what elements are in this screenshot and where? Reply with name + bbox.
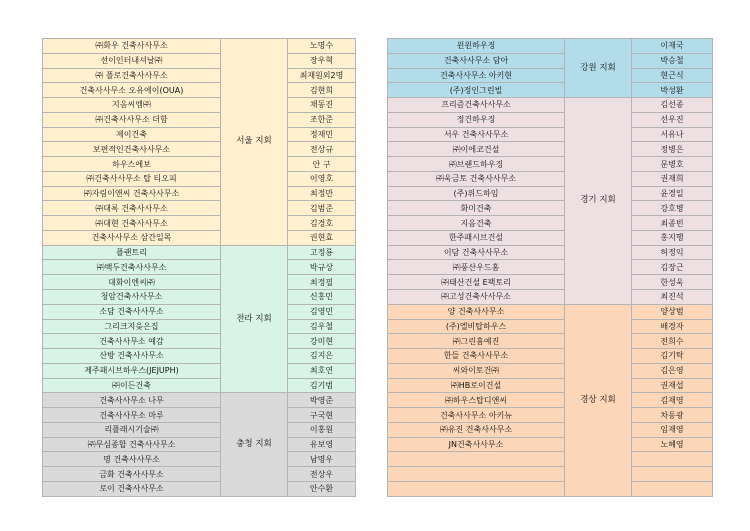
contact-cell: 조한준 [288, 112, 356, 127]
contact-cell: 장우혁 [288, 53, 356, 68]
table-row [43, 422, 356, 437]
contact-cell: 김우철 [288, 319, 356, 334]
company-cell: 프리즘건축사사무소 [388, 98, 565, 113]
company-cell: ㈜그린홈예진 [388, 334, 565, 349]
table-row [388, 112, 713, 127]
table-row [43, 378, 356, 393]
company-cell: 화미건축 [388, 201, 565, 216]
contact-cell: 안 구 [288, 157, 356, 172]
table-row [43, 112, 356, 127]
table-row [388, 437, 713, 452]
company-cell: (주)위드하임 [388, 186, 565, 201]
table-row [388, 422, 713, 437]
contact-cell: 채동진 [288, 98, 356, 113]
contact-cell: 최정만 [288, 186, 356, 201]
company-cell: ㈜건축사사무소 탑 티오피 [43, 171, 221, 186]
contact-cell: 김범준 [288, 201, 356, 216]
company-cell: 서우 건축사사무소 [388, 127, 565, 142]
company-cell: JN건축사사무소 [388, 437, 565, 452]
contact-cell: 신홍민 [288, 290, 356, 305]
group-jeolla [43, 245, 356, 393]
table-row [43, 452, 356, 467]
group-gangwon [388, 39, 713, 98]
contact-cell: 현근식 [632, 68, 713, 83]
table-row [388, 53, 713, 68]
contact-cell: 홍지행 [632, 230, 713, 245]
contact-cell: 서유나 [632, 127, 713, 142]
company-cell: ㈜이에코건설 [388, 142, 565, 157]
company-cell: 제이건축 [43, 127, 221, 142]
contact-cell: 김장근 [632, 260, 713, 275]
company-cell: ㈜무심종합 건축사사무소 [43, 437, 221, 452]
contact-cell: 유보영 [288, 437, 356, 452]
table-row [43, 171, 356, 186]
company-cell: ㈜건축사사무소 더함 [43, 112, 221, 127]
contact-cell: 윤경일 [632, 186, 713, 201]
contact-cell: 권재섭 [632, 378, 713, 393]
region-label: 경기 지회 [565, 98, 632, 305]
table-row [43, 201, 356, 216]
table-row [388, 68, 713, 83]
company-cell: ㈜하우스탑디앤씨 [388, 393, 565, 408]
company-cell: 건축사사무소 담아 [388, 53, 565, 68]
table-row [43, 304, 356, 319]
contact-cell: 김기범 [288, 378, 356, 393]
contact-cell: 권현효 [288, 230, 356, 245]
table-row [43, 68, 356, 83]
table-row [43, 157, 356, 172]
table-row [43, 349, 356, 364]
table-row [43, 83, 356, 98]
table-row [43, 142, 356, 157]
contact-cell: 전상규 [288, 142, 356, 157]
company-cell: ㈜이든건축 [43, 378, 221, 393]
table-row [43, 393, 356, 408]
company-cell: 이담 건축사사무소 [388, 245, 565, 260]
contact-cell: 김은영 [632, 363, 713, 378]
table-row [388, 467, 713, 482]
contact-cell: 차동광 [632, 408, 713, 423]
company-cell: ㈜풍산우드홈 [388, 260, 565, 275]
company-cell: ㈜대록 건축사사무소 [43, 201, 221, 216]
contact-cell: 박승철 [632, 53, 713, 68]
table-row [388, 275, 713, 290]
table-row [388, 171, 713, 186]
region-label: 서울 지회 [221, 39, 288, 246]
company-cell: 양 건축사사무소 [388, 304, 565, 319]
table-row [388, 349, 713, 364]
company-cell: 지음건축 [388, 216, 565, 231]
company-cell: 윈윈하우징 [388, 39, 565, 54]
table-row [388, 452, 713, 467]
company-cell: 리플래시기술㈜ [43, 422, 221, 437]
contact-cell: 최종빈 [632, 216, 713, 231]
contact-cell: 정재민 [288, 127, 356, 142]
contact-cell: 김기탁 [632, 349, 713, 364]
table-row [388, 260, 713, 275]
company-cell: 그리크지읒은집 [43, 319, 221, 334]
table-row [43, 363, 356, 378]
table-row [43, 319, 356, 334]
company-cell: 정건하우징 [388, 112, 565, 127]
table-row [388, 230, 713, 245]
company-cell: 건축사사무소 나무 [43, 393, 221, 408]
region-label: 충청 지회 [221, 393, 288, 496]
contact-cell: 노명수 [288, 39, 356, 54]
company-cell [388, 467, 565, 482]
company-cell: 건축사사무소 삼간일목 [43, 230, 221, 245]
table-row [388, 481, 713, 496]
company-cell: ㈜브랜드하우징 [388, 157, 565, 172]
company-cell: 산방 건축사사무소 [43, 349, 221, 364]
contact-cell: 박규상 [288, 260, 356, 275]
contact-cell: 이홍원 [288, 422, 356, 437]
company-cell: 건축사사무소 오유에이(OUA) [43, 83, 221, 98]
contact-cell: 한성욱 [632, 275, 713, 290]
contact-cell: 강호병 [632, 201, 713, 216]
company-cell: 명 건축사사무소 [43, 452, 221, 467]
region-label: 경상 지회 [565, 304, 632, 496]
contact-cell: 선우진 [632, 112, 713, 127]
contact-cell: 김재영 [632, 393, 713, 408]
contact-cell: 김영민 [288, 304, 356, 319]
company-cell: ㈜욱금토 건축사사무소 [388, 171, 565, 186]
company-cell: ㈜대현 건축사사무소 [43, 216, 221, 231]
table-row [43, 127, 356, 142]
contact-cell: 허정익 [632, 245, 713, 260]
table-row [43, 481, 356, 496]
company-cell: 선이인터내셔날㈜ [43, 53, 221, 68]
contact-cell: 최진석 [632, 290, 713, 305]
table-row [388, 39, 713, 54]
table-row [388, 216, 713, 231]
contact-cell: 전상우 [288, 467, 356, 482]
contact-cell: 김현희 [288, 83, 356, 98]
table-row [388, 201, 713, 216]
contact-cell [632, 481, 713, 496]
table-row [43, 39, 356, 54]
group-chungcheong [43, 393, 356, 496]
company-cell [388, 452, 565, 467]
company-cell: ㈜ 플로건축사사무소 [43, 68, 221, 83]
contact-cell: 최호연 [288, 363, 356, 378]
table-row [388, 83, 713, 98]
table-row [43, 98, 356, 113]
company-cell: ㈜태산건설 E팩토리 [388, 275, 565, 290]
contact-cell: 배경자 [632, 319, 713, 334]
contact-cell: 구국현 [288, 408, 356, 423]
table-row [43, 275, 356, 290]
company-cell: 지음씨엠㈜ [43, 98, 221, 113]
table-row [388, 378, 713, 393]
company-cell: 로이 건축사사무소 [43, 481, 221, 496]
left-member-table [42, 38, 356, 497]
contact-cell [632, 452, 713, 467]
table-row [43, 467, 356, 482]
contact-cell: 박성환 [632, 83, 713, 98]
company-cell: 건축사사무소 아키뉴 [388, 408, 565, 423]
table-row [43, 53, 356, 68]
table-row [388, 157, 713, 172]
table-row [43, 334, 356, 349]
table-row [43, 260, 356, 275]
table-row [43, 437, 356, 452]
company-cell: 금화 건축사사무소 [43, 467, 221, 482]
contact-cell: 임재영 [632, 422, 713, 437]
table-row [388, 304, 713, 319]
table-row [388, 127, 713, 142]
contact-cell: 고정룡 [288, 245, 356, 260]
right-member-table [387, 38, 713, 497]
company-cell: 한들 건축사사무소 [388, 349, 565, 364]
table-row [388, 393, 713, 408]
contact-cell: 전희수 [632, 334, 713, 349]
contact-cell: 안수환 [288, 481, 356, 496]
contact-cell: 노혜영 [632, 437, 713, 452]
company-cell: 건축사사무소 예감 [43, 334, 221, 349]
table-row [388, 334, 713, 349]
company-cell: 플랜트리 [43, 245, 221, 260]
company-cell: (주)정인그린빌 [388, 83, 565, 98]
contact-cell: 정병은 [632, 142, 713, 157]
table-row [43, 245, 356, 260]
company-cell: 씨와이토건㈜ [388, 363, 565, 378]
contact-cell: 이재국 [632, 39, 713, 54]
company-cell: ㈜자림이앤씨 건축사사무소 [43, 186, 221, 201]
contact-cell: 이영호 [288, 171, 356, 186]
table-row [43, 230, 356, 245]
group-seoul [43, 39, 356, 246]
contact-cell: 양상범 [632, 304, 713, 319]
company-cell: ㈜유진 건축사사무소 [388, 422, 565, 437]
contact-cell: 권재희 [632, 171, 713, 186]
contact-cell: 강미현 [288, 334, 356, 349]
company-cell: 청암건축사사무소 [43, 290, 221, 305]
contact-cell: 박영준 [288, 393, 356, 408]
table-row [388, 98, 713, 113]
company-cell: 제주패시브하우스(JEJUPH) [43, 363, 221, 378]
contact-cell: 최재원외2명 [288, 68, 356, 83]
contact-cell: 문병호 [632, 157, 713, 172]
table-row [388, 408, 713, 423]
contact-cell: 김지은 [288, 349, 356, 364]
table-row [43, 408, 356, 423]
table-row [388, 363, 713, 378]
company-cell: ㈜화우 건축사사무소 [43, 39, 221, 54]
table-row [43, 290, 356, 305]
table-row [388, 319, 713, 334]
company-cell: ㈜HB로이건설 [388, 378, 565, 393]
table-row [43, 186, 356, 201]
group-gyeongsang [388, 304, 713, 496]
group-gyeonggi [388, 98, 713, 305]
contact-cell [632, 467, 713, 482]
contact-cell: 남명우 [288, 452, 356, 467]
company-cell: 하우스에보 [43, 157, 221, 172]
company-cell: ㈜고성건축사사무소 [388, 290, 565, 305]
company-cell: 한주패시브건설 [388, 230, 565, 245]
table-row [388, 245, 713, 260]
table-row [388, 290, 713, 305]
company-cell [388, 481, 565, 496]
table-row [43, 216, 356, 231]
region-label: 전라 지회 [221, 245, 288, 393]
company-cell: 건축사사무소 아키현 [388, 68, 565, 83]
company-cell: 건축사사무소 마루 [43, 408, 221, 423]
company-cell: 대화이엔씨㈜ [43, 275, 221, 290]
company-cell: ㈜백두건축사사무소 [43, 260, 221, 275]
company-cell: 소담 건축사사무소 [43, 304, 221, 319]
contact-cell: 김선종 [632, 98, 713, 113]
table-row [388, 186, 713, 201]
company-cell: (주)엘비탑하우스 [388, 319, 565, 334]
table-row [388, 142, 713, 157]
region-label: 강원 지회 [565, 39, 632, 98]
contact-cell: 최정필 [288, 275, 356, 290]
company-cell: 보편적인건축사사무소 [43, 142, 221, 157]
contact-cell: 김경호 [288, 216, 356, 231]
